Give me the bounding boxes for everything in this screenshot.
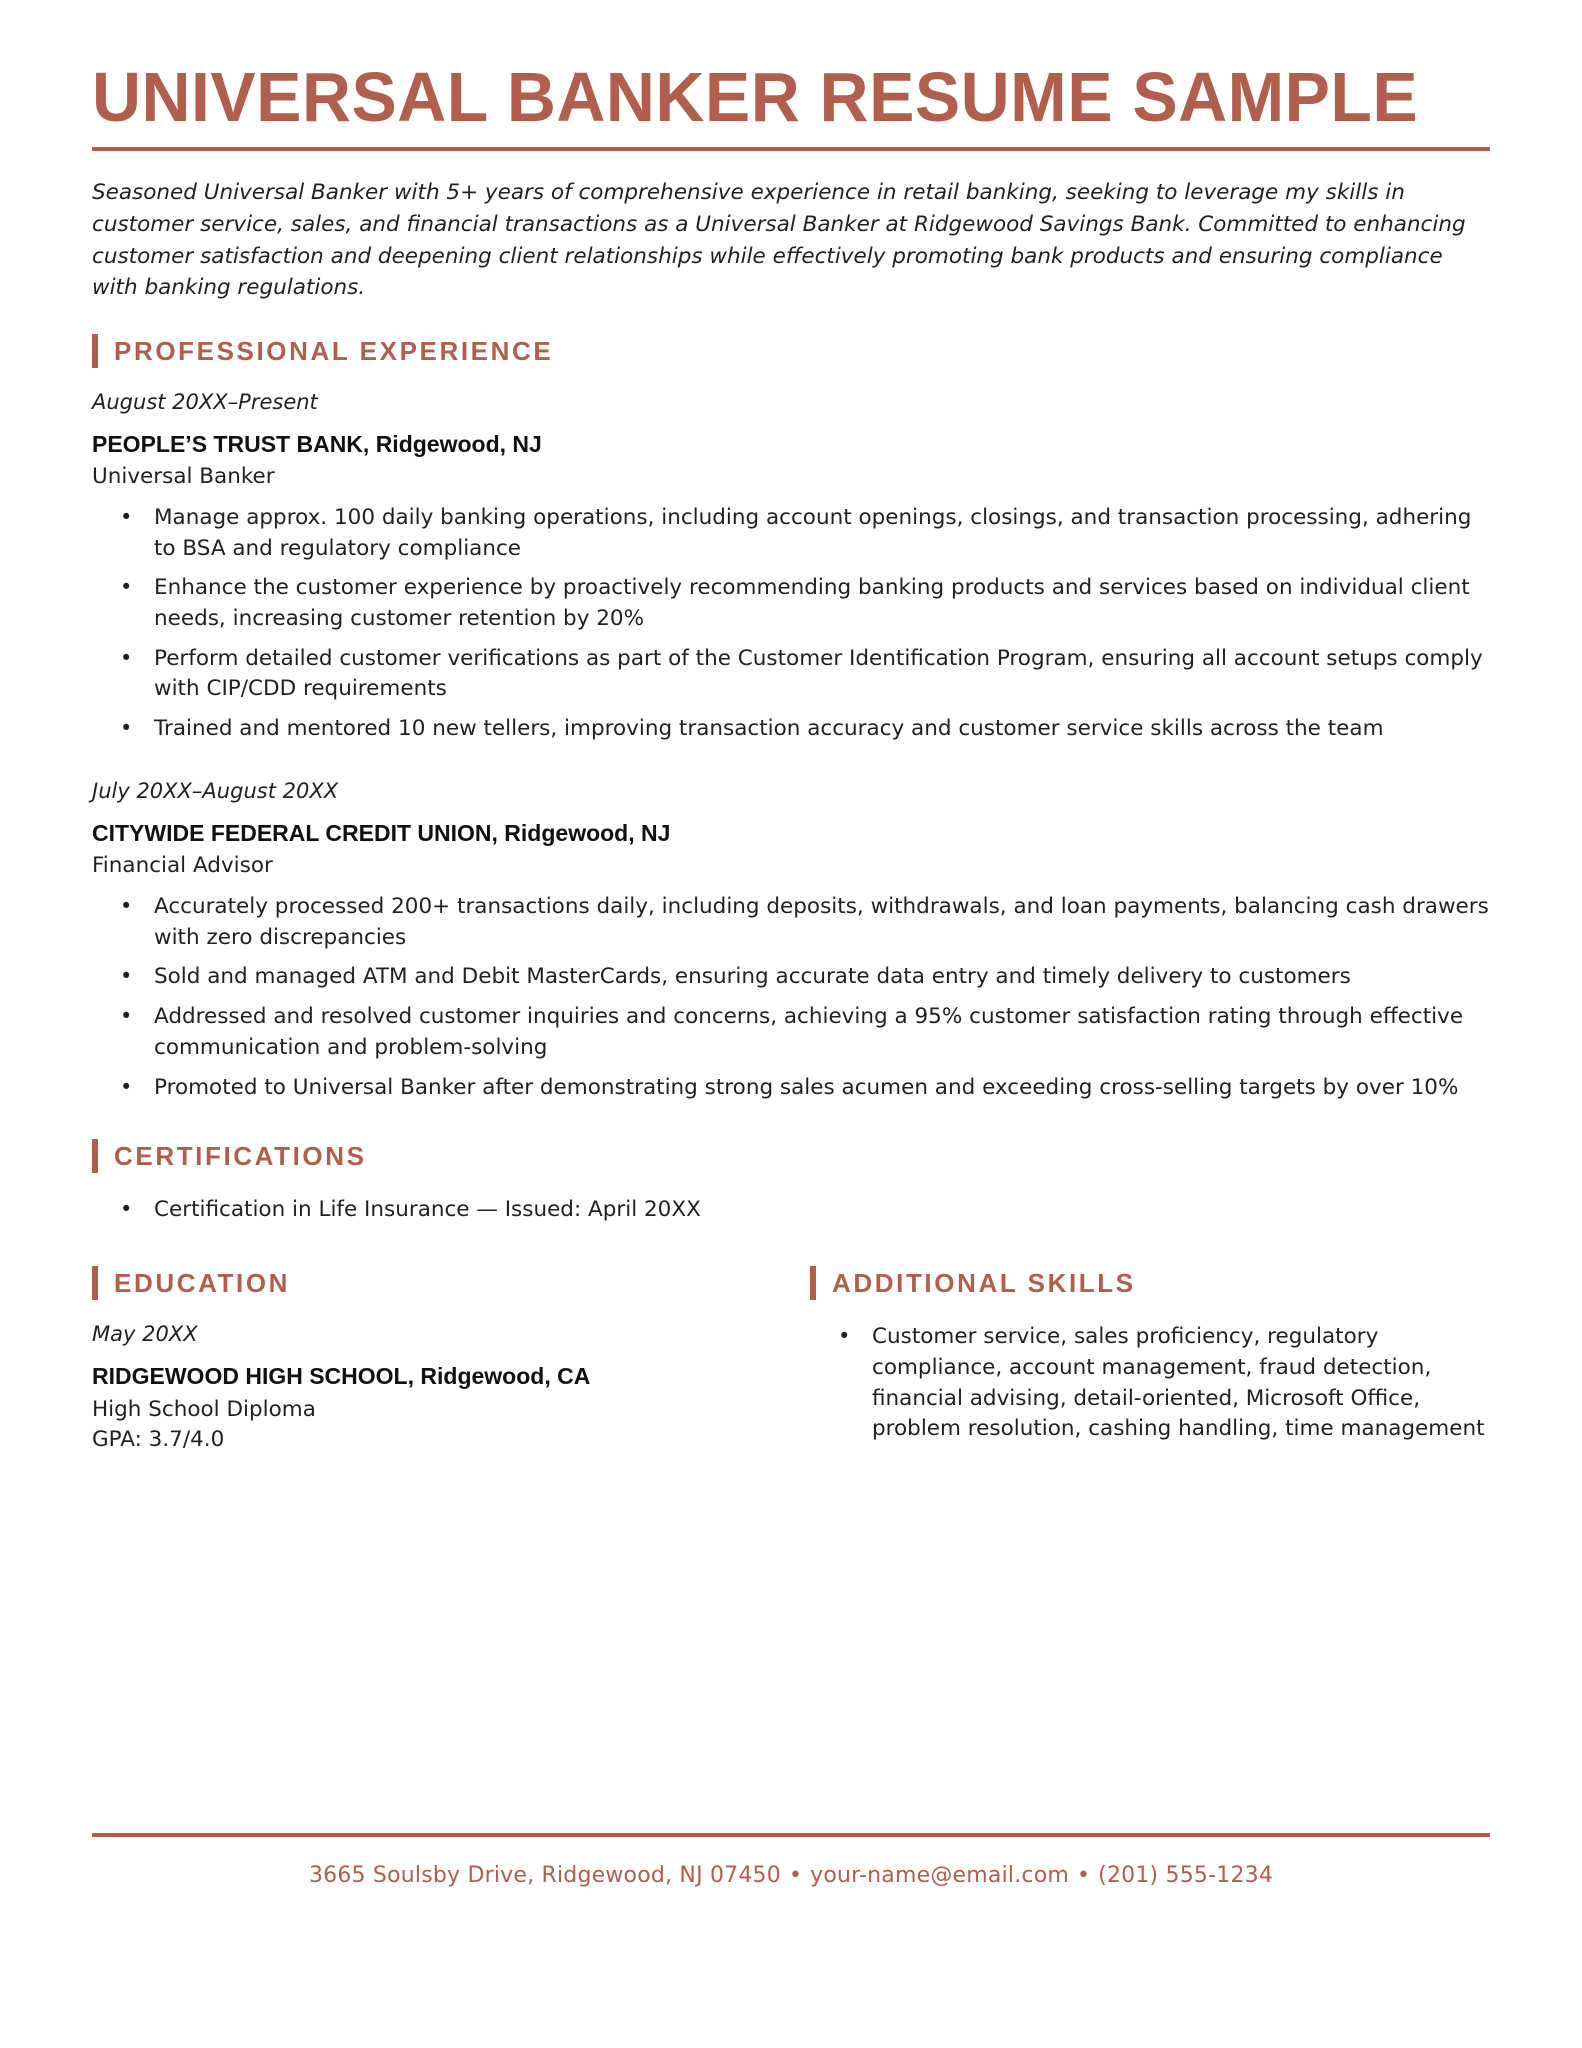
list-item: • Addressed and resolved customer inquiries and concerns, achieving a 95% customer satisfaction rating through effective communication and problem-solving	[92, 1002, 1490, 1063]
accent-bar-icon	[92, 334, 98, 368]
contact-separator-icon: •	[788, 1863, 803, 1888]
section-education	[92, 1266, 792, 1454]
section-title-education: EDUCATION	[114, 1268, 291, 1299]
job-role: Universal Banker	[92, 463, 275, 489]
section-certifications	[92, 1139, 1490, 1226]
job-bullet-list	[92, 892, 1490, 1103]
education-gpa: GPA: 3.7/4.0	[92, 1426, 225, 1452]
list-item: • Accurately processed 200+ transactions daily, including deposits, withdrawals, and loan payments, balancing cash drawers with zero discrepancies	[92, 892, 1490, 953]
experience-entry	[92, 779, 1490, 1103]
section-header-additional-skills	[810, 1266, 1490, 1300]
list-item: • Promoted to Universal Banker after demonstrating strong sales acumen and exceeding cross-selling targets by over 10%	[92, 1073, 1490, 1104]
accent-bar-icon	[92, 1266, 98, 1300]
contact-phone: (201) 555-1234	[1098, 1863, 1274, 1888]
education-degree: High School Diploma	[92, 1397, 316, 1423]
contact-address: 3665 Soulsby Drive, Ridgewood, NJ 07450	[308, 1863, 781, 1888]
title-divider	[92, 147, 1490, 151]
list-item: • Enhance the customer experience by proactively recommending banking products and services based on individual client needs, increasing customer retention by 20%	[92, 573, 1490, 634]
job-company: PEOPLE’S TRUST BANK, Ridgewood, NJ	[92, 430, 542, 457]
section-header-experience	[92, 334, 1490, 368]
footer	[92, 1833, 1490, 1888]
job-date: July 20XX–August 20XX	[92, 778, 339, 803]
contact-email[interactable]: your-name@email.com	[810, 1863, 1069, 1888]
section-header-education	[92, 1266, 792, 1300]
list-item: • Manage approx. 100 daily banking operations, including account openings, closings, and transaction processing, adhering to BSA and regulatory compliance	[92, 503, 1490, 564]
section-header-certifications	[92, 1139, 1490, 1173]
education-school: RIDGEWOOD HIGH SCHOOL, Ridgewood, CA	[92, 1363, 591, 1390]
accent-bar-icon	[810, 1266, 816, 1300]
list-item: • Trained and mentored 10 new tellers, improving transaction accuracy and customer service skills across the team	[92, 714, 1490, 745]
job-role: Financial Advisor	[92, 852, 273, 878]
section-title-experience: PROFESSIONAL EXPERIENCE	[114, 335, 554, 366]
accent-bar-icon	[92, 1139, 98, 1173]
education-skills-row	[92, 1266, 1490, 1454]
section-title-additional-skills: ADDITIONAL SKILLS	[832, 1268, 1136, 1299]
summary-paragraph: Seasoned Universal Banker with 5+ years of comprehensive experience in retail banking, seeking to leverage my skills in customer service, sales, and financial transactions as a Universal Banker at Ridgewood Savings Bank. Committed to enhancing customer satisfaction and deepening client relationships while effectively promoting bank products and ensuring compliance with banking regulations.	[92, 180, 1466, 301]
section-professional-experience	[92, 334, 1490, 1104]
education-date: May 20XX	[92, 1322, 198, 1347]
contact-line	[92, 1863, 1490, 1888]
skills-list	[810, 1322, 1490, 1445]
list-item: • Customer service, sales proficiency, regulatory compliance, account management, fraud detection, financial advising, detail-oriented, Microsoft Office, problem resolution, cashing handling, time management	[810, 1322, 1490, 1445]
contact-separator-icon: •	[1076, 1863, 1091, 1888]
experience-entry	[92, 390, 1490, 745]
job-date: August 20XX–Present	[92, 389, 318, 414]
page-title: UNIVERSAL BANKER RESUME SAMPLE	[92, 58, 1419, 136]
list-item: • Sold and managed ATM and Debit MasterCards, ensuring accurate data entry and timely delivery to customers	[92, 962, 1490, 993]
section-title-certifications: CERTIFICATIONS	[114, 1141, 367, 1172]
job-company: CITYWIDE FEDERAL CREDIT UNION, Ridgewood, NJ	[92, 819, 671, 846]
job-bullet-list	[92, 503, 1490, 745]
section-additional-skills	[792, 1266, 1490, 1445]
list-item: • Certification in Life Insurance — Issued: April 20XX	[92, 1195, 1490, 1226]
certifications-list	[92, 1195, 1490, 1226]
list-item: • Perform detailed customer verifications as part of the Customer Identification Program, ensuring all account setups comply with CIP/CDD requirements	[92, 644, 1490, 705]
footer-divider	[92, 1833, 1490, 1837]
